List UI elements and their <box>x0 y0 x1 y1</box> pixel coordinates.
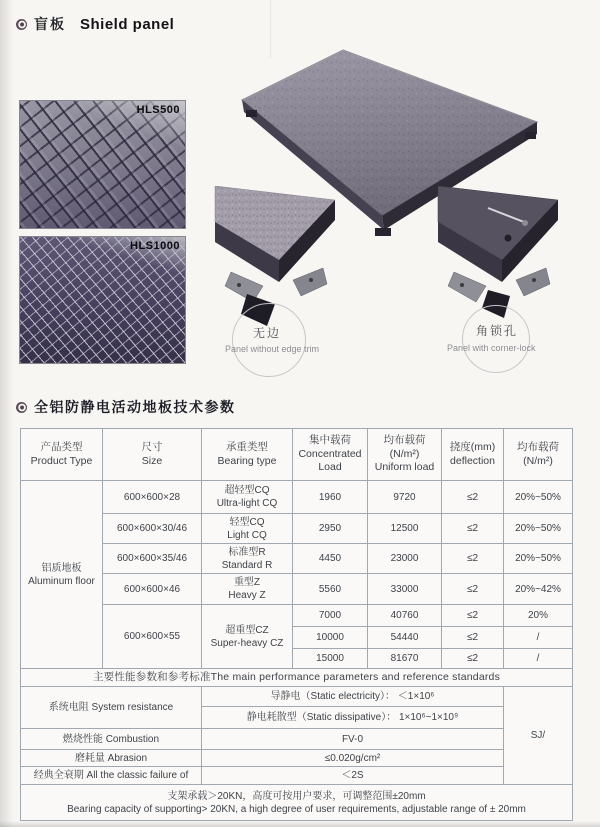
product-type-cell: 铝质地板 Aluminum floor <box>21 481 103 669</box>
combustion-value: FV-0 <box>202 729 504 750</box>
standard-cell: SJ/ <box>504 687 573 785</box>
uniform-load-cell: 23000 <box>368 544 442 574</box>
deflection-cell: ≤2 <box>442 481 504 514</box>
col-header-bearing-type: 承重类型 Bearing type <box>202 429 293 481</box>
system-resistance-label: 系统电阻 System resistance <box>21 687 202 729</box>
table-row <box>21 574 573 605</box>
concentrated-load-cell: 7000 <box>293 605 368 627</box>
annotation-right-chinese: 角锁孔 <box>476 324 519 338</box>
static-dissipative-value: 静电耗散型（Static dissipative）： 1×10⁶~1×10⁹ <box>202 707 504 729</box>
photo-hls1000-panel-underside <box>19 236 186 364</box>
size-cell: 600×600×46 <box>103 574 202 605</box>
page-title: Shield panel <box>80 15 175 33</box>
support-note <box>21 785 573 821</box>
performance-header: 主要性能参数和参考标准The main performance parameters and reference standards <box>21 669 573 687</box>
uniform-load-cell: 9720 <box>368 481 442 514</box>
table-row <box>21 514 573 544</box>
photo-label: HLS1000 <box>130 240 180 252</box>
col-header-size: 尺寸 Size <box>103 429 202 481</box>
table-row <box>21 750 573 767</box>
combustion-label: 燃烧性能 Combustion <box>21 729 202 750</box>
annotation-circle-right <box>462 305 530 373</box>
col-header-concentrated-load: 集中载荷 Concentrated Load <box>293 429 368 481</box>
ratio-cell: 20%~50% <box>504 481 573 514</box>
bearing-cell: 超重型CZ Super-heavy CZ <box>202 605 293 669</box>
performance-header-row <box>21 669 573 687</box>
ratio-cell: 20%~42% <box>504 574 573 605</box>
static-electricity-value: 导静电（Static electricity）： ＜1×10⁶ <box>202 687 504 707</box>
uniform-load-cell: 81670 <box>368 649 442 669</box>
table-header-row <box>21 429 573 481</box>
concentrated-load-cell: 15000 <box>293 649 368 669</box>
ratio-cell: 20%~50% <box>504 514 573 544</box>
panel-foot <box>375 228 391 236</box>
size-cell: 600×600×55 <box>103 605 202 669</box>
bearing-cell: 超轻型CQ Ultra-light CQ <box>202 481 293 514</box>
bearing-cell: 标准型R Standard R <box>202 544 293 574</box>
ratio-cell: / <box>504 627 573 649</box>
col-header-product-type: 产品类型 Product Type <box>21 429 103 481</box>
support-note-chinese: 支架承载＞20KN，高度可按用户要求，可调整范围±20mm <box>167 790 426 802</box>
section-bullet-icon <box>16 402 27 413</box>
section-header-tech-params <box>16 397 236 417</box>
col-header-deflection: 挠度(mm) deflection <box>442 429 504 481</box>
failure-label: 经典全衰期 All the classic failure of <box>21 767 202 785</box>
ratio-cell: / <box>504 649 573 669</box>
col-header-uniform-load-2: 均布载荷 (N/m²) <box>504 429 573 481</box>
uniform-load-cell: 40760 <box>368 605 442 627</box>
table-row <box>21 767 573 785</box>
annotation-right-english: Panel with corner-lock <box>447 343 536 353</box>
deflection-cell: ≤2 <box>442 544 504 574</box>
table-row <box>21 729 573 750</box>
photo-hls500-panel-underside <box>19 100 186 229</box>
annotation-left-chinese: 无边 <box>253 326 282 340</box>
concentrated-load-cell: 4450 <box>293 544 368 574</box>
table-row <box>21 687 573 707</box>
concentrated-load-cell: 2950 <box>293 514 368 544</box>
section-header-shield-panel <box>16 14 174 34</box>
bearing-cell: 轻型CQ Light CQ <box>202 514 293 544</box>
size-cell: 600×600×35/46 <box>103 544 202 574</box>
table-row <box>21 544 573 574</box>
failure-value: ＜2S <box>202 767 504 785</box>
title-chinese: 盲板 <box>34 16 66 32</box>
table-footer-row <box>21 785 573 821</box>
uniform-load-cell: 12500 <box>368 514 442 544</box>
concentrated-load-cell: 1960 <box>293 481 368 514</box>
annotation-left-english: Panel without edge trim <box>225 344 320 354</box>
support-note-english: Bearing capacity of supporting> 20KN, a high degree of user requirements, adjustable range of ± 20mm <box>67 803 526 815</box>
abrasion-label: 磨耗量 Abrasion <box>21 750 202 767</box>
size-cell: 600×600×28 <box>103 481 202 514</box>
deflection-cell: ≤2 <box>442 574 504 605</box>
ratio-cell: 20%~50% <box>504 544 573 574</box>
bearing-cell: 重型Z Heavy Z <box>202 574 293 605</box>
concentrated-load-cell: 5560 <box>293 574 368 605</box>
tech-spec-table <box>20 428 573 821</box>
deflection-cell: ≤2 <box>442 514 504 544</box>
concentrated-load-cell: 10000 <box>293 627 368 649</box>
table-row <box>21 481 573 514</box>
uniform-load-cell: 54440 <box>368 627 442 649</box>
photo-label: HLS500 <box>136 104 180 116</box>
section-bullet-icon <box>16 19 27 30</box>
tech-params-title: 全铝防静电活动地板技术参数 <box>34 401 236 416</box>
abrasion-value: ≤0.020g/cm² <box>202 750 504 767</box>
deflection-cell: ≤2 <box>442 627 504 649</box>
table-row <box>21 605 573 627</box>
col-header-uniform-load: 均布载荷 (N/m²) Uniform load <box>368 429 442 481</box>
size-cell: 600×600×30/46 <box>103 514 202 544</box>
ratio-cell: 20% <box>504 605 573 627</box>
uniform-load-cell: 33000 <box>368 574 442 605</box>
deflection-cell: ≤2 <box>442 649 504 669</box>
deflection-cell: ≤2 <box>442 605 504 627</box>
